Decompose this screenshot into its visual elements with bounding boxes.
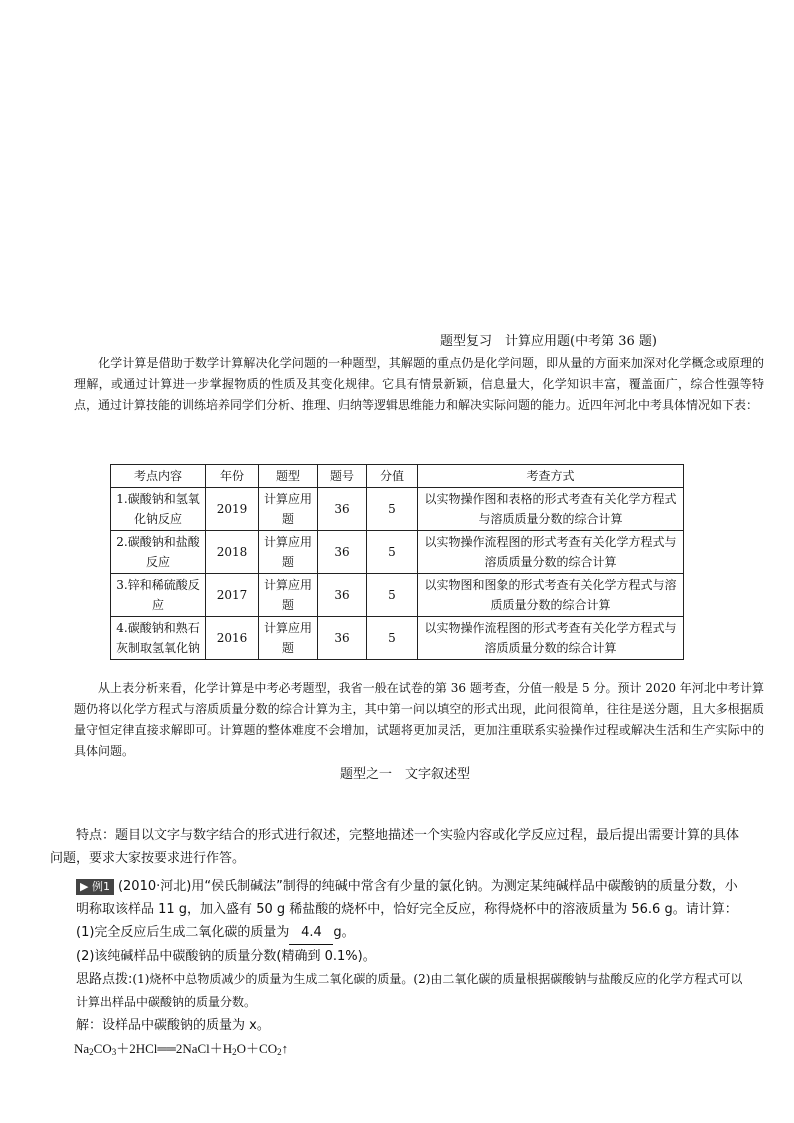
table-cell: 2016 <box>206 617 259 660</box>
table-cell: 36 <box>318 617 367 660</box>
answer-blank: 4.4 <box>289 921 333 945</box>
hint-paragraph <box>50 968 746 1014</box>
table-header: 考点内容 <box>111 465 206 488</box>
example-block <box>50 875 746 1064</box>
table-cell: 5 <box>367 617 418 660</box>
table-cell: 计算应用题 <box>259 574 318 617</box>
question-2: (2)该纯碱样品中碳酸钠的质量分数(精确到 0.1%)。 <box>76 949 376 964</box>
table-row <box>111 531 684 574</box>
table-cell: 1.碳酸钠和氢氧化钠反应 <box>111 488 206 531</box>
table-cell: 2017 <box>206 574 259 617</box>
table-cell: 36 <box>318 574 367 617</box>
table-cell: 36 <box>318 531 367 574</box>
table-cell: 4.碳酸钠和熟石灰制取氢氧化钠 <box>111 617 206 660</box>
table-cell: 计算应用题 <box>259 617 318 660</box>
page-title: 题型复习 计算应用题(中考第 36 题) <box>440 334 657 349</box>
features-text: 特点：题目以文字与数字结合的形式进行叙述，完整地描述一个实验内容或化学反应过程，最后提出需要计算的具体问题，要求大家按要求进行作答。 <box>50 828 740 866</box>
section-title: 题型之一 文字叙述型 <box>340 767 471 782</box>
table-header: 年份 <box>206 465 259 488</box>
intro-text: 化学计算是借助于数学计算解决化学问题的一种题型，其解题的重点仍是化学问题，即从量的方面来加深对化学概念或原理的理解，或通过计算进一步掌握物质的性质及其变化规律。它具有情景新颖，信息量大，化学知识丰富，覆盖面广，综合性强等特点，通过计算技能的训练培养同学们分析、推理、归纳等逻辑思维能力和解决实际问题的能力。近四年河北中考具体情况如下表： <box>74 356 764 412</box>
example-stem-text: (2010·河北)用“侯氏制碱法”制得的纯碱中常含有少量的氯化钠。为测定某纯碱样品中碳酸钠的质量分数，小明称取该样品 11 g，加入盛有 50 g 稀盐酸的烧杯中，恰好完全反应，称得烧杯中的溶液质量为 56.6 g。请计算： <box>76 879 738 917</box>
table-cell: 2019 <box>206 488 259 531</box>
table-header: 题型 <box>259 465 318 488</box>
analysis-paragraph <box>74 678 764 762</box>
table-cell: 5 <box>367 531 418 574</box>
table-row <box>111 617 684 660</box>
eq-part: CO <box>93 1041 112 1056</box>
solution-line: 解：设样品中碳酸钠的质量为 x。 <box>76 1018 270 1033</box>
table-cell: 5 <box>367 574 418 617</box>
table-cell: 以实物操作流程图的形式考查有关化学方程式与溶质质量分数的综合计算 <box>418 617 684 660</box>
table-header: 分值 <box>367 465 418 488</box>
eq-part: O＋CO <box>236 1041 278 1056</box>
example-badge: ▶ 例1 <box>76 879 114 895</box>
eq-part: Na <box>74 1041 90 1056</box>
question-1-unit: g。 <box>333 925 355 940</box>
table-cell: 计算应用题 <box>259 488 318 531</box>
eq-subscript: 2 <box>232 1047 237 1057</box>
features-paragraph <box>50 824 746 870</box>
exam-history-table <box>110 464 684 660</box>
analysis-text: 从上表分析来看，化学计算是中考必考题型，我省一般在试卷的第 36 题考查，分值一般是 5 分。预计 2020 年河北中考计算题仍将以化学方程式与溶质质量分数的综合计算为主，其中第一问以填空的形式出现，此问很简单，往往是送分题，且大多根据质量守恒定律直接求解即可。计算题的整体难度不会增加，试题将更加灵活，更加注重联系实验操作过程或解决生活和生产实际中的具体问题。 <box>74 681 764 758</box>
chemical-equation <box>50 1037 746 1064</box>
table-cell: 计算应用题 <box>259 531 318 574</box>
eq-subscript: 3 <box>111 1047 117 1057</box>
table-cell: 5 <box>367 488 418 531</box>
example-stem <box>50 875 746 921</box>
table-cell: 以实物操作流程图的形式考查有关化学方程式与溶质质量分数的综合计算 <box>418 531 684 574</box>
intro-paragraph <box>74 353 764 416</box>
table-cell: 2.碳酸钠和盐酸反应 <box>111 531 206 574</box>
hint-label: 思路点拨: <box>76 972 133 987</box>
gas-arrow-icon: ↑ <box>281 1041 289 1056</box>
table-row <box>111 488 684 531</box>
eq-subscript: 2 <box>277 1047 282 1057</box>
table-row <box>111 574 684 617</box>
table-cell: 3.锌和稀硫酸反应 <box>111 574 206 617</box>
table-cell: 36 <box>318 488 367 531</box>
table-header-row <box>111 465 684 488</box>
table-header: 题号 <box>318 465 367 488</box>
eq-subscript: 2 <box>89 1047 94 1057</box>
hint-text: (1)烧杯中总物质减少的质量为生成二氧化碳的质量。(2)由二氧化碳的质量根据碳酸钠与盐酸反应的化学方程式可以计算出样品中碳酸钠的质量分数。 <box>76 972 743 1009</box>
example-badge-label: 例1 <box>91 879 110 893</box>
table-cell: 以实物操作图和表格的形式考查有关化学方程式与溶质质量分数的综合计算 <box>418 488 684 531</box>
table-header: 考查方式 <box>418 465 684 488</box>
question-1-text: (1)完全反应后生成二氧化碳的质量为 <box>76 925 290 940</box>
table-cell: 以实物图和图象的形式考查有关化学方程式与溶质质量分数的综合计算 <box>418 574 684 617</box>
eq-part: ＋2HCl══2NaCl＋H <box>116 1041 233 1056</box>
question-1 <box>50 921 746 945</box>
table-cell: 2018 <box>206 531 259 574</box>
